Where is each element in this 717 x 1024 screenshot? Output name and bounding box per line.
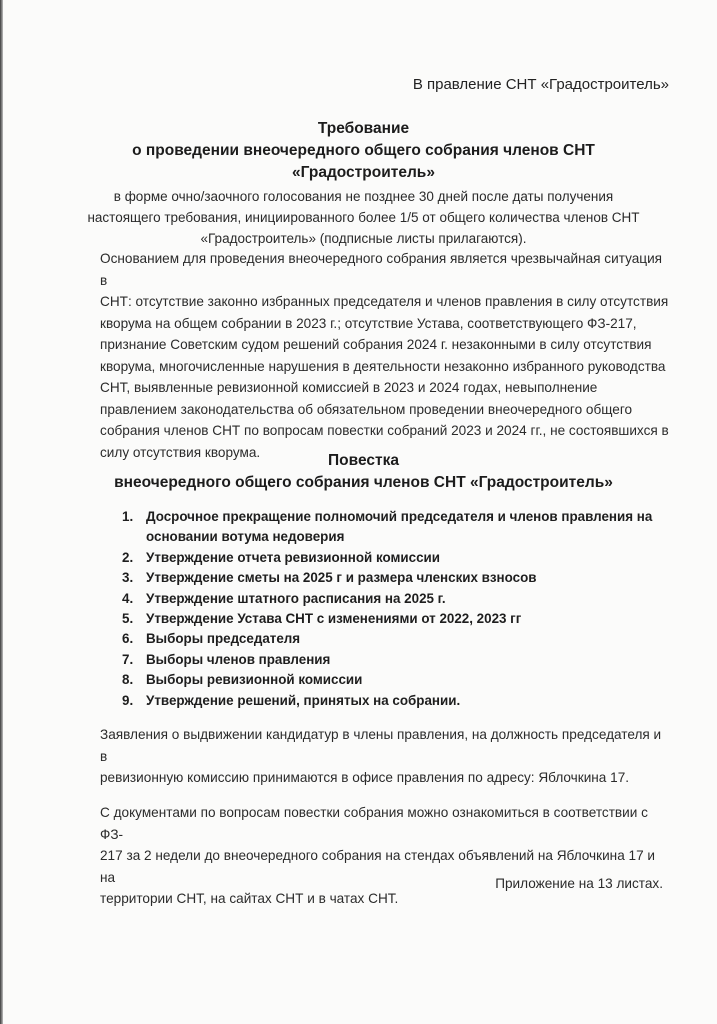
agenda-item xyxy=(122,609,657,629)
document-title-line3: «Градостроитель» xyxy=(292,164,435,181)
agenda-item-number: 5. xyxy=(122,611,134,627)
agenda-item xyxy=(122,507,657,548)
agenda-item-number: 9. xyxy=(122,692,134,708)
agenda-item-number: 1. xyxy=(122,509,134,524)
agenda-item-text: Утверждение сметы на 2025 г и размера членских взносов xyxy=(146,570,537,586)
agenda-item-number: 6. xyxy=(122,631,134,647)
title-block xyxy=(60,118,667,249)
agenda-item xyxy=(122,670,657,690)
agenda-item-text xyxy=(146,507,657,548)
agenda-item-text: Утверждение решений, принятых на собрании. xyxy=(146,692,461,708)
agenda-item-line: основании вотума недоверия xyxy=(146,529,345,545)
agenda-item-number: 8. xyxy=(122,672,134,688)
addressee: В правление СНТ «Градостроитель» xyxy=(412,76,669,93)
documents-line: территории СНТ, на сайтах СНТ и в чатах СНТ. xyxy=(100,891,399,906)
basis-line: собрания членов СНТ по вопросам повестки собраний 2023 и 2024 гг., не состоявшихся в xyxy=(100,423,669,438)
documents-paragraph xyxy=(100,802,669,910)
basis-line: признание Советским судом решений собрания 2024 г. незаконными в силу отсутствия xyxy=(100,337,652,352)
agenda-item-text: Утверждение отчета ревизионной комиссии xyxy=(146,549,440,565)
basis-line: СНТ: отсутствие законно избранных председателя и членов правления в силу отсутствия xyxy=(100,294,669,309)
agenda-item xyxy=(122,629,657,649)
agenda-item xyxy=(122,548,657,568)
scan-edge xyxy=(0,0,3,1024)
agenda-item-number: 7. xyxy=(122,651,134,667)
basis-paragraph xyxy=(100,248,669,463)
document-title: Требование xyxy=(317,120,410,137)
basis-line: Основанием для проведения внеочередного собрания является чрезвычайная ситуация в xyxy=(100,251,663,288)
basis-line: кворума, многочисленные нарушения в деятельности незаконно избранного руководства xyxy=(100,358,666,374)
subtitle-line: в форме очно/заочного голосования не позднее 30 дней после даты получения xyxy=(113,189,614,204)
agenda-item-number: 3. xyxy=(122,570,134,586)
agenda-item-number: 2. xyxy=(122,549,134,565)
agenda-item xyxy=(122,650,657,670)
documents-line: 217 за 2 недели до внеочередного собрания на стендах объявлений на Яблочкина 17 и на xyxy=(100,848,656,885)
subtitle-line: настоящего требования, инициированного более 1/5 от общего количества членов СНТ xyxy=(87,210,640,225)
basis-line: правлением законодательства об обязательном проведении внеочередного общего xyxy=(100,401,633,417)
agenda-item-text: Утверждение штатного расписания на 2025 г. xyxy=(146,590,446,606)
agenda-item xyxy=(122,568,657,588)
basis-line: силу отсутствия кворума. xyxy=(100,444,261,460)
agenda-item-line: Досрочное прекращение полномочий председателя и членов правления на xyxy=(146,509,653,524)
agenda-item xyxy=(122,691,657,711)
agenda-title: Повестка xyxy=(328,452,399,469)
agenda-item-text: Выборы ревизионной комиссии xyxy=(146,672,363,688)
basis-line: СНТ, выявленные ревизионной комиссией в 2023 и 2024 годах, невыполнение xyxy=(100,380,598,395)
agenda-heading xyxy=(60,450,667,494)
agenda-item-text: Утверждение Устава СНТ с изменениями от 2022, 2023 гг xyxy=(146,611,522,627)
agenda-subtitle: внеочередного общего собрания членов СНТ «Градостроитель» xyxy=(114,474,613,491)
nominations-line: ревизионную комиссию принимаются в офисе правления по адресу: Яблочкина 17. xyxy=(100,770,630,785)
agenda-item xyxy=(122,589,657,609)
appendix-note: Приложение на 13 листах. xyxy=(495,876,663,891)
agenda-item-number: 4. xyxy=(122,590,134,606)
nominations-line: Заявления о выдвижении кандидатур в члены правления, на должность председателя и в xyxy=(100,727,662,764)
document-title-line2: о проведении внеочередного общего собрания членов СНТ xyxy=(132,142,595,159)
agenda-item-text: Выборы председателя xyxy=(146,631,301,647)
basis-line: кворума на общем собрании в 2023 г.; отсутствие Устава, соответствующего ФЗ-217, xyxy=(100,315,637,331)
subtitle-line: «Градостроитель» (подписные листы прилагаются). xyxy=(200,231,527,246)
agenda-list xyxy=(122,507,657,711)
nominations-paragraph xyxy=(100,724,669,789)
documents-line: С документами по вопросам повестки собрания можно ознакомиться в соответствии с ФЗ- xyxy=(100,805,648,842)
agenda-item-text: Выборы членов правления xyxy=(146,651,331,667)
